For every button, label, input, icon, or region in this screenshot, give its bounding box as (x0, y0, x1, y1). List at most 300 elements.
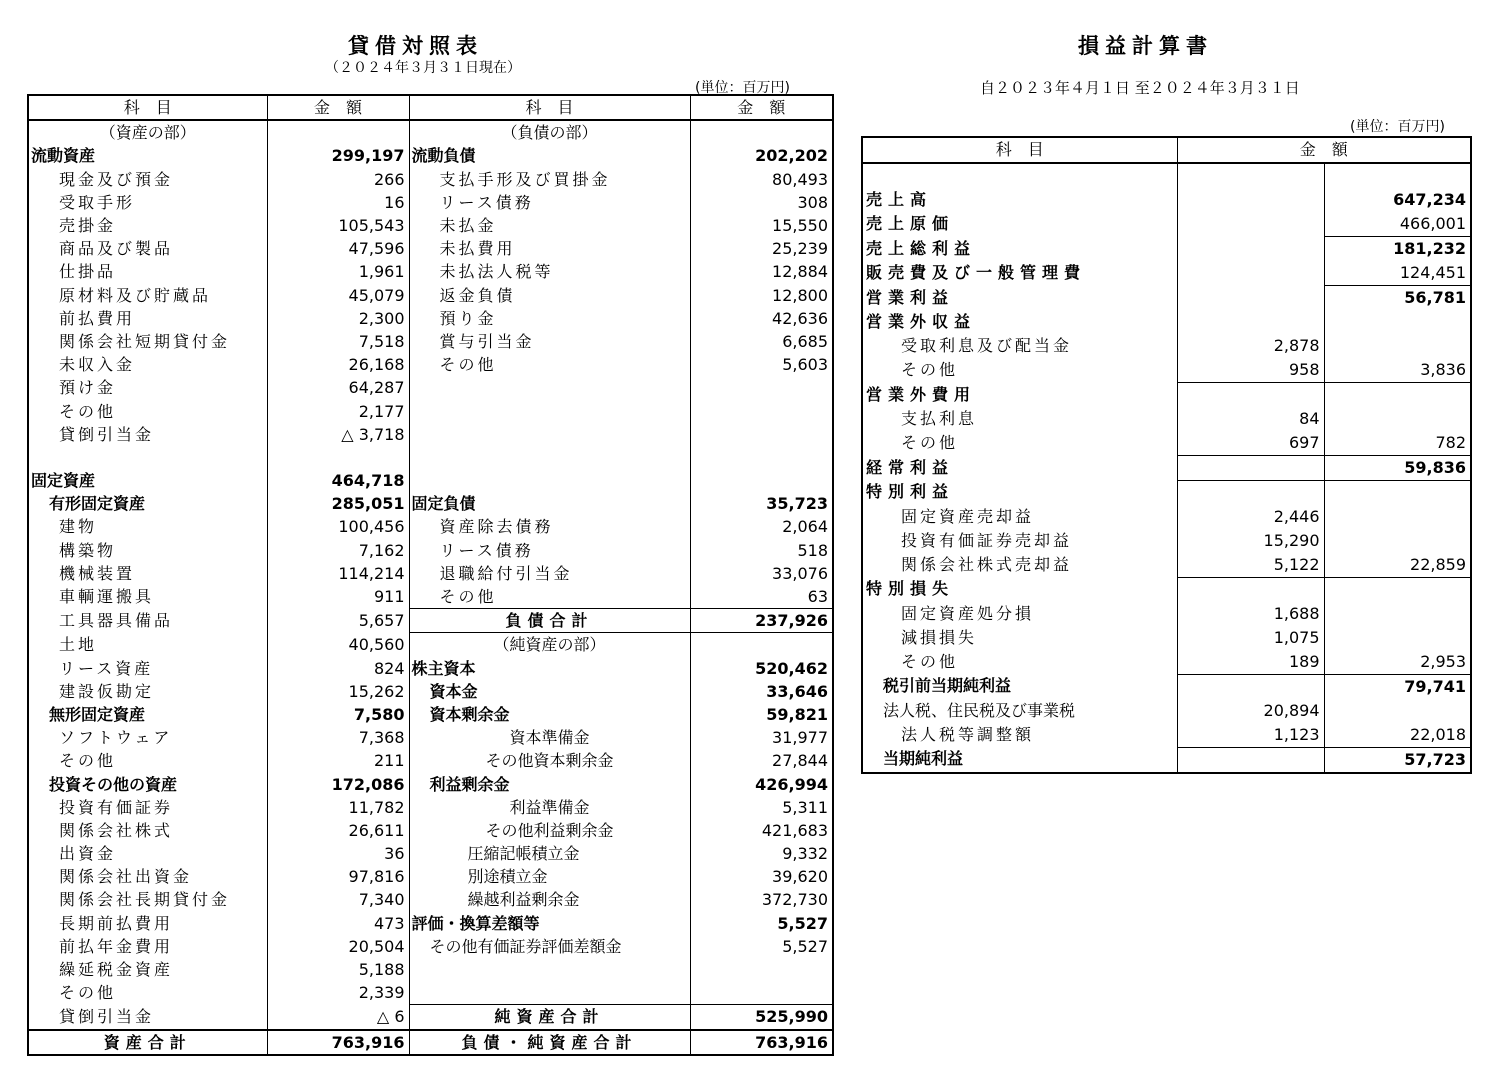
pl-item-label: 営業外費用 (862, 382, 1177, 406)
bs-item-amount: 97,816 (267, 865, 409, 888)
bs-header-cell: 金 額 (267, 95, 409, 120)
bs-item-amount: 525,990 (690, 1005, 833, 1030)
bs-header-cell: 科 目 (409, 95, 690, 120)
bs-item-amount (690, 120, 833, 144)
bs-item-label: リース債務 (409, 539, 690, 562)
bs-item-amount: 202,202 (755, 146, 828, 166)
pl-item-amount: 59,836 (1324, 455, 1471, 480)
bs-item-amount: 26,168 (267, 353, 409, 376)
pl-header-row (862, 137, 1471, 163)
bs-item-amount (690, 376, 833, 399)
pl-item-amount: 647,234 (1393, 189, 1467, 209)
bs-item-amount (267, 120, 409, 144)
bs-row (28, 796, 833, 819)
bs-item-label: 返金負債 (409, 284, 690, 307)
pl-item-amount (1177, 285, 1324, 310)
pl-item-label: 関係会社株式売却益 (862, 553, 1177, 578)
bs-item-label: 評価・換算差額等 (409, 912, 690, 935)
pl-row (862, 334, 1471, 358)
pl-item-amount: 79,741 (1324, 674, 1471, 699)
bs-row (28, 772, 833, 795)
pl-row (862, 723, 1471, 748)
bs-item-amount: 911 (267, 585, 409, 609)
bs-item-label: 資産合計 (28, 1030, 267, 1055)
bs-item-label: 利益準備金 (409, 796, 690, 819)
pl-item-amount (1177, 236, 1324, 261)
bs-item-label: その他 (28, 749, 267, 772)
bs-item-amount: 42,636 (772, 308, 828, 328)
bs-item-amount: 308 (797, 192, 828, 212)
pl-row (862, 529, 1471, 553)
pl-item-amount: 1,075 (1177, 626, 1324, 650)
bs-item-label: 売掛金 (28, 214, 267, 237)
bs-item-label: 建物 (28, 515, 267, 538)
bs-item-label (409, 376, 690, 399)
pl-item-amount (1324, 602, 1471, 626)
bs-item-amount (690, 469, 833, 492)
bs-item-amount (690, 633, 833, 657)
pl-item-label: 当期純利益 (862, 747, 1177, 773)
bs-item-label: その他 (28, 399, 267, 422)
bs-item-amount: 6,685 (782, 331, 828, 351)
pl-row (862, 212, 1471, 237)
bs-row (28, 539, 833, 562)
bs-item-label: 未払費用 (409, 237, 690, 260)
pl-item-amount: 2,953 (1420, 651, 1467, 671)
bs-row (28, 1005, 833, 1030)
bs-item-amount: △ 6 (267, 1005, 409, 1030)
pl-item-label: 固定資産売却益 (862, 505, 1177, 529)
pl-item-amount (1177, 261, 1324, 286)
bs-item-label: ソフトウェア (28, 726, 267, 749)
income-statement-table (861, 136, 1472, 774)
bs-item-label: 出資金 (28, 842, 267, 865)
bs-item-amount: 33,646 (766, 681, 828, 701)
bs-item-label (409, 423, 690, 446)
bs-item-amount: 36 (267, 842, 409, 865)
bs-item-label: 圧縮記帳積立金 (409, 842, 690, 865)
bs-item-amount: 5,527 (782, 936, 828, 956)
bs-item-amount: 266 (267, 168, 409, 191)
pl-item-amount: 2,446 (1177, 505, 1324, 529)
bs-row (28, 912, 833, 935)
pl-item-amount: 3,836 (1420, 359, 1467, 379)
bs-item-amount: 5,311 (782, 797, 828, 817)
bs-item-label: 関係会社長期貸付金 (28, 888, 267, 911)
bs-item-amount: 16 (267, 191, 409, 214)
bs-item-amount (267, 446, 409, 469)
bs-row (28, 168, 833, 191)
bs-item-amount (690, 446, 833, 469)
bs-row (28, 819, 833, 842)
pl-row (862, 480, 1471, 504)
pl-item-label: 経常利益 (862, 455, 1177, 480)
pl-item-amount: 20,894 (1177, 699, 1324, 723)
bs-item-label (409, 399, 690, 422)
bs-row (28, 446, 833, 469)
pl-item-amount: 124,451 (1399, 262, 1467, 282)
pl-item-amount (1177, 212, 1324, 237)
bs-item-amount: 15,262 (267, 680, 409, 703)
pl-item-amount: 181,232 (1324, 236, 1471, 261)
pl-item-label: 受取利息及び配当金 (862, 334, 1177, 358)
pl-item-label: その他 (862, 358, 1177, 383)
pl-item-amount (1324, 407, 1471, 431)
income-statement-unit: (単位：百万円) (1350, 119, 1445, 135)
bs-item-label: 現金及び預金 (28, 168, 267, 191)
bs-row (28, 423, 833, 446)
bs-item-label: 車輌運搬具 (28, 585, 267, 609)
pl-row (862, 382, 1471, 406)
bs-row (28, 1030, 833, 1055)
bs-item-amount: 763,916 (690, 1030, 833, 1055)
pl-row (862, 650, 1471, 675)
bs-row (28, 214, 833, 237)
bs-item-amount: 824 (267, 657, 409, 680)
pl-header-cell: 金 額 (1177, 137, 1471, 163)
bs-item-amount (690, 399, 833, 422)
bs-item-label: 土地 (28, 633, 267, 657)
bs-item-label: その他有価証券評価差額金 (409, 935, 690, 958)
bs-row (28, 585, 833, 609)
pl-item-amount (1324, 382, 1471, 406)
pl-item-amount (1324, 577, 1471, 601)
pl-row (862, 261, 1471, 286)
bs-item-amount: 2,064 (782, 517, 828, 537)
pl-item-amount: 84 (1177, 407, 1324, 431)
bs-item-label: 無形固定資産 (28, 703, 267, 726)
bs-item-amount: 7,518 (267, 330, 409, 353)
bs-item-label: 未払法人税等 (409, 260, 690, 283)
pl-item-amount (1324, 529, 1471, 553)
bs-item-label: 利益剰余金 (409, 772, 690, 795)
pl-item-label: 売上原価 (862, 212, 1177, 237)
bs-item-amount: 2,339 (267, 981, 409, 1005)
bs-header-row (28, 95, 833, 120)
bs-item-amount: 5,188 (267, 958, 409, 981)
bs-item-amount: 1,961 (267, 260, 409, 283)
bs-item-amount: 12,884 (772, 262, 828, 282)
bs-header-cell: 科 目 (28, 95, 267, 120)
bs-row (28, 515, 833, 538)
bs-item-amount: 80,493 (772, 169, 828, 189)
bs-item-label: 受取手形 (28, 191, 267, 214)
bs-item-amount: 7,162 (267, 539, 409, 562)
pl-item-amount (1177, 577, 1324, 601)
pl-row (862, 602, 1471, 626)
pl-row (862, 285, 1471, 310)
bs-item-amount: △ 3,718 (267, 423, 409, 446)
pl-item-label: 法人税等調整額 (862, 723, 1177, 748)
pl-row (862, 455, 1471, 480)
pl-row (862, 626, 1471, 650)
bs-item-amount: 2,177 (267, 399, 409, 422)
bs-item-label: 投資有価証券 (28, 796, 267, 819)
bs-item-amount: 518 (797, 540, 828, 560)
pl-item-amount (1177, 382, 1324, 406)
bs-item-amount: 31,977 (772, 728, 828, 748)
bs-item-amount: 5,527 (777, 913, 828, 933)
bs-row (28, 237, 833, 260)
bs-item-label: 負債・純資産合計 (409, 1030, 690, 1055)
bs-row (28, 469, 833, 492)
bs-item-amount (690, 958, 833, 981)
pl-item-amount: 782 (1435, 432, 1467, 452)
bs-item-label: 機械装置 (28, 562, 267, 585)
bs-item-label: 原材料及び貯蔵品 (28, 284, 267, 307)
bs-row (28, 562, 833, 585)
pl-row (862, 310, 1471, 334)
pl-item-amount (1177, 455, 1324, 480)
bs-item-label: 前払費用 (28, 307, 267, 330)
bs-item-amount (690, 423, 833, 446)
bs-item-amount: 211 (267, 749, 409, 772)
bs-item-label: 有形固定資産 (28, 492, 267, 515)
income-statement-period: 自２０２３年４月１日 至２０２４年３月３１日 (980, 79, 1300, 97)
pl-item-amount (1177, 188, 1324, 212)
pl-row (862, 553, 1471, 578)
pl-row (862, 505, 1471, 529)
pl-item-amount: 5,122 (1177, 553, 1324, 578)
pl-item-amount (1324, 163, 1471, 188)
pl-item-label: 特別損失 (862, 577, 1177, 601)
pl-item-amount (1324, 699, 1471, 723)
bs-item-amount: 39,620 (772, 867, 828, 887)
bs-item-label: 未払金 (409, 214, 690, 237)
bs-item-amount (690, 981, 833, 1005)
bs-row (28, 865, 833, 888)
bs-item-label: 商品及び製品 (28, 237, 267, 260)
pl-row (862, 188, 1471, 212)
bs-header-cell: 金 額 (690, 95, 833, 120)
bs-item-label: 前払年金費用 (28, 935, 267, 958)
pl-item-amount (1177, 747, 1324, 773)
pl-item-label: 特別利益 (862, 480, 1177, 504)
bs-item-label: 固定資産 (28, 469, 267, 492)
pl-item-amount (1177, 163, 1324, 188)
bs-item-label: 資本金 (409, 680, 690, 703)
bs-item-label: （純資産の部） (409, 633, 690, 657)
bs-item-amount: 27,844 (772, 751, 828, 771)
bs-item-label: 未収入金 (28, 353, 267, 376)
pl-item-label: 売上高 (862, 188, 1177, 212)
pl-item-label: 販売費及び一般管理費 (862, 261, 1177, 286)
bs-item-label: 投資その他の資産 (28, 772, 267, 795)
bs-item-label: 関係会社短期貸付金 (28, 330, 267, 353)
pl-row (862, 236, 1471, 261)
bs-item-label: その他 (409, 353, 690, 376)
bs-item-amount: 105,543 (267, 214, 409, 237)
bs-item-amount: 26,611 (267, 819, 409, 842)
pl-item-amount: 697 (1177, 431, 1324, 456)
bs-row (28, 981, 833, 1005)
pl-item-amount (1324, 626, 1471, 650)
bs-item-amount: 47,596 (267, 237, 409, 260)
bs-row (28, 726, 833, 749)
bs-item-amount: 40,560 (267, 633, 409, 657)
bs-item-amount: 464,718 (267, 469, 409, 492)
pl-row (862, 163, 1471, 188)
bs-row (28, 609, 833, 633)
bs-row (28, 958, 833, 981)
bs-item-amount: 7,340 (267, 888, 409, 911)
bs-item-label: その他資本剰余金 (409, 749, 690, 772)
pl-row (862, 577, 1471, 601)
bs-row (28, 307, 833, 330)
pl-item-amount: 189 (1177, 650, 1324, 675)
pl-item-amount: 466,001 (1399, 213, 1467, 233)
bs-row (28, 680, 833, 703)
pl-row (862, 699, 1471, 723)
bs-item-amount: 20,504 (267, 935, 409, 958)
bs-item-label: （負債の部） (409, 120, 690, 144)
pl-item-label: 法人税、住民税及び事業税 (862, 699, 1177, 723)
bs-item-amount: 426,994 (755, 774, 828, 794)
bs-item-label: 仕掛品 (28, 260, 267, 283)
bs-item-amount: 59,821 (766, 704, 828, 724)
pl-item-amount: 1,688 (1177, 602, 1324, 626)
bs-item-label (28, 446, 267, 469)
bs-row (28, 657, 833, 680)
pl-item-amount (1177, 310, 1324, 334)
bs-item-amount: 45,079 (267, 284, 409, 307)
bs-item-label: 別途積立金 (409, 865, 690, 888)
pl-item-amount (1324, 310, 1471, 334)
bs-row (28, 935, 833, 958)
bs-item-amount: 299,197 (267, 144, 409, 167)
bs-item-label: 資本剰余金 (409, 703, 690, 726)
bs-row (28, 633, 833, 657)
bs-item-amount: 9,332 (782, 844, 828, 864)
bs-item-label: 固定負債 (409, 492, 690, 515)
pl-item-label: 減損損失 (862, 626, 1177, 650)
bs-item-label: 流動負債 (409, 144, 690, 167)
pl-item-label: その他 (862, 650, 1177, 675)
pl-item-label: 固定資産処分損 (862, 602, 1177, 626)
bs-row (28, 492, 833, 515)
pl-item-label: 営業外収益 (862, 310, 1177, 334)
bs-item-amount: 11,782 (267, 796, 409, 819)
bs-item-label: その他 (409, 585, 690, 609)
bs-row (28, 330, 833, 353)
bs-row (28, 703, 833, 726)
bs-item-amount: 421,683 (761, 820, 828, 840)
balance-sheet-title: 貸借対照表 (348, 34, 483, 58)
balance-sheet-date: （２０２４年３月３１日現在） (325, 60, 521, 76)
bs-item-label: 構築物 (28, 539, 267, 562)
pl-item-amount: 1,123 (1177, 723, 1324, 748)
pl-item-label: 支払利息 (862, 407, 1177, 431)
balance-sheet-unit: (単位：百万円) (695, 80, 790, 96)
bs-row (28, 284, 833, 307)
bs-item-label: 預け金 (28, 376, 267, 399)
bs-item-label: 賞与引当金 (409, 330, 690, 353)
bs-item-label: 資産除去債務 (409, 515, 690, 538)
pl-item-amount (1177, 480, 1324, 504)
pl-row (862, 407, 1471, 431)
pl-item-label: 売上総利益 (862, 236, 1177, 261)
pl-item-label: 税引前当期純利益 (862, 674, 1177, 699)
bs-item-amount: 100,456 (267, 515, 409, 538)
bs-item-amount: 763,916 (267, 1030, 409, 1055)
bs-item-label: 退職給付引当金 (409, 562, 690, 585)
bs-item-amount: 35,723 (766, 494, 828, 514)
bs-item-amount: 7,368 (267, 726, 409, 749)
bs-item-label: 繰越利益剰余金 (409, 888, 690, 911)
pl-item-label (862, 163, 1177, 188)
bs-item-label: 負債合計 (409, 609, 690, 633)
bs-item-label: 純資産合計 (409, 1005, 690, 1030)
bs-item-amount: 63 (807, 587, 828, 607)
pl-item-amount: 22,859 (1410, 554, 1467, 574)
pl-item-amount: 22,018 (1410, 724, 1467, 744)
pl-item-amount: 56,781 (1324, 285, 1471, 310)
bs-item-amount: 33,076 (772, 563, 828, 583)
pl-item-amount: 958 (1177, 358, 1324, 383)
bs-item-label: 建設仮勘定 (28, 680, 267, 703)
bs-item-label: 貸倒引当金 (28, 423, 267, 446)
bs-item-label: 長期前払費用 (28, 912, 267, 935)
pl-item-label: 営業利益 (862, 285, 1177, 310)
pl-item-amount (1324, 505, 1471, 529)
bs-row (28, 749, 833, 772)
bs-item-label: 貸倒引当金 (28, 1005, 267, 1030)
bs-item-label: 資本準備金 (409, 726, 690, 749)
pl-item-label: 投資有価証券売却益 (862, 529, 1177, 553)
pl-item-amount (1177, 674, 1324, 699)
bs-row (28, 842, 833, 865)
bs-item-label: その他利益剰余金 (409, 819, 690, 842)
bs-item-label: 繰延税金資産 (28, 958, 267, 981)
bs-item-amount: 15,550 (772, 216, 828, 236)
bs-row (28, 191, 833, 214)
pl-item-amount (1324, 334, 1471, 358)
bs-item-amount: 2,300 (267, 307, 409, 330)
bs-item-amount: 7,580 (267, 703, 409, 726)
bs-item-label (409, 469, 690, 492)
bs-item-label: 支払手形及び買掛金 (409, 168, 690, 191)
pl-row (862, 674, 1471, 699)
bs-item-label (409, 446, 690, 469)
bs-row (28, 353, 833, 376)
bs-item-label (409, 958, 690, 981)
pl-header-cell: 科 目 (862, 137, 1177, 163)
bs-row (28, 120, 833, 144)
bs-item-label: （資産の部） (28, 120, 267, 144)
pl-row (862, 747, 1471, 773)
balance-sheet-table (27, 94, 834, 1056)
bs-item-label: リース債務 (409, 191, 690, 214)
bs-item-label: 流動資産 (28, 144, 267, 167)
pl-item-label: その他 (862, 431, 1177, 456)
bs-item-amount: 520,462 (755, 658, 828, 678)
bs-item-amount: 64,287 (267, 376, 409, 399)
bs-item-amount: 114,214 (267, 562, 409, 585)
bs-row (28, 260, 833, 283)
pl-item-amount: 15,290 (1177, 529, 1324, 553)
pl-row (862, 431, 1471, 456)
pl-row (862, 358, 1471, 383)
bs-item-label: 関係会社株式 (28, 819, 267, 842)
bs-item-label: その他 (28, 981, 267, 1005)
bs-item-label (409, 981, 690, 1005)
bs-item-amount: 285,051 (267, 492, 409, 515)
bs-item-amount: 172,086 (267, 772, 409, 795)
bs-item-label: リース資産 (28, 657, 267, 680)
bs-item-amount: 372,730 (761, 890, 828, 910)
bs-item-amount: 473 (267, 912, 409, 935)
bs-row (28, 376, 833, 399)
